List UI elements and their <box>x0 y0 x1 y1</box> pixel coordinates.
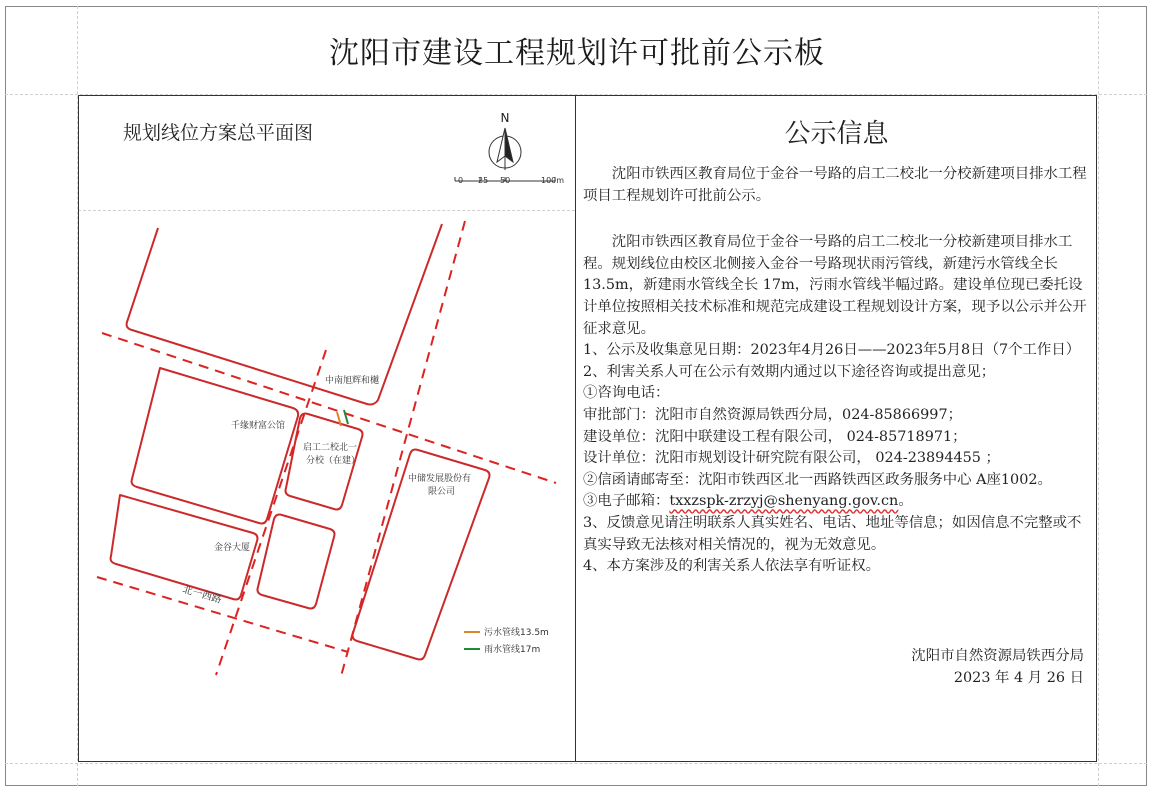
notice-item: ①咨询电话： <box>583 385 670 402</box>
paragraph-gap <box>583 207 1090 232</box>
contact-line: 建设单位：沈阳中联建设工程有限公司， 024-85718971； <box>583 428 967 445</box>
notice-item: 3、反馈意见请注明联系人真实姓名、电话、地址等信息；如因信息不完整或不真实导致无法核对相关情况的，视为无效意见。 <box>583 514 1082 553</box>
email-label: ③电子邮箱： <box>583 493 670 510</box>
label-qianyuan: 千缘财富公馆 <box>231 421 286 431</box>
north-label: N <box>500 111 510 125</box>
block-small-south <box>258 515 335 609</box>
contact-line: ②信函请邮寄至：沈阳市铁西区北一西路铁西区政务服务中心 A座1002。 <box>583 471 1052 488</box>
map-heading: 规划线位方案总平面图 <box>123 122 314 144</box>
sign-date: 2023 年 4 月 26 日 <box>953 670 1084 686</box>
scale-label: 100m <box>541 176 565 185</box>
label-road: 北一西路 <box>181 584 223 606</box>
email-end: 。 <box>898 493 913 510</box>
legend-storm: 雨水管线17m <box>484 645 541 655</box>
email-link[interactable]: txxzspk-zrzyj@shenyang.gov.cn <box>669 493 899 510</box>
map-legend <box>464 626 549 655</box>
label-jingu: 金谷大厦 <box>214 543 251 553</box>
info-body <box>583 164 1090 578</box>
notice-item: 1、公示及收集意见日期：2023年4月26日——2023年5月8日（7个工作日） <box>583 342 1081 359</box>
page-title: 沈阳市建设工程规划许可批前公示板 <box>329 36 825 71</box>
label-school-1: 启工二校北一 <box>303 443 358 453</box>
notice-paragraph: 沈阳市铁西区教育局位于金谷一号路的启工二校北一分校新建项目排水工程。规划线位由校区北侧接入金谷一号路现状雨污管线，新建污水管线全长 13.5m，新建雨水管线全长 17m，污雨水管线半幅过路。建设单位现已委托设计单位按照相关技术标准和规范完成建设工程规划设计方案，现予以公示并公开征求意见。 <box>583 234 1087 337</box>
road-centerline <box>216 350 326 675</box>
notice-paragraph: 沈阳市铁西区教育局位于金谷一号路的启工二校北一分校新建项目排水工程项目工程规划许可批前公示。 <box>583 166 1087 204</box>
label-zhongnan: 中南旭辉和樾 <box>325 376 380 386</box>
scale-bar <box>455 176 564 185</box>
signature-block <box>911 645 1084 689</box>
storm-pipe <box>344 410 348 424</box>
contact-line: 审批部门：沈阳市自然资源局铁西分局，024-85866997； <box>583 406 962 423</box>
block-zhongnan <box>127 224 442 405</box>
scale-label: 0 <box>458 176 464 185</box>
road-centerline <box>97 577 348 652</box>
block-qianyuan <box>132 368 299 524</box>
sign-org: 沈阳市自然资源局铁西分局 <box>911 648 1084 664</box>
label-zhongchu-1: 中储发展股份有 <box>408 474 472 484</box>
contact-line: 设计单位：沈阳市规划设计研究院有限公司， 024-23894455 ； <box>583 450 1000 467</box>
scale-label: 50 <box>500 176 511 185</box>
label-zhongchu-2: 限公司 <box>428 487 456 497</box>
info-heading: 公示信息 <box>784 119 889 149</box>
notice-item: 2、利害关系人可在公示有效期内通过以下途径咨询或提出意见； <box>583 363 996 380</box>
north-arrow-icon <box>489 111 521 170</box>
notice-item: 4、本方案涉及的利害关系人依法享有听证权。 <box>583 558 880 575</box>
legend-sewer: 污水管线13.5m <box>484 628 549 638</box>
email-line <box>583 491 1090 513</box>
scale-label: 25 <box>478 176 489 185</box>
label-school-2: 分校（在建） <box>306 456 361 466</box>
